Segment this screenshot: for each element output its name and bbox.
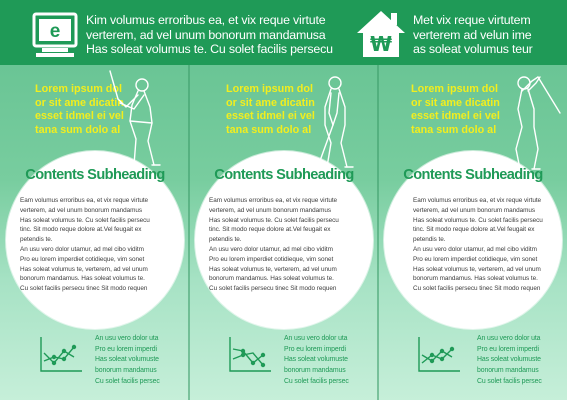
- won-symbol: ₩: [369, 32, 393, 56]
- panel-highlight-text: Lorem ipsum dol or sit ame dicatin esset idmel ei vel tana sum dolo al: [35, 83, 124, 136]
- computer-monitor-e-icon: [32, 12, 78, 58]
- panel-2: [189, 65, 378, 400]
- mini-line-chart-icon: [227, 335, 273, 375]
- chart-caption: An usu vero dolor uta Pro eu lorem imperdi Has soleat volumuste bonorum mandamus Cu solet facilis persec: [95, 335, 160, 385]
- panel-1: [0, 65, 189, 400]
- header-band: [0, 0, 567, 65]
- panel-highlight-text: Lorem ipsum dol or sit ame dicatin esset idmel ei vel tana sum dolo al: [226, 83, 315, 136]
- mini-line-chart-icon: [38, 335, 84, 375]
- contents-subheading: Contents Subheading: [214, 167, 354, 183]
- panel-highlight-text: Lorem ipsum dol or sit ame dicatin esset idmel ei vel tana sum dolo al: [411, 83, 500, 136]
- header-left-text: Kim volumus erroribus ea, et vix reque virtute verterem, ad vel unum bonorum mandamusa Has soleat volumus te. Cu solet facilis persecu: [86, 13, 333, 56]
- body-paragraph: Eam volumus erroribus ea, et vix reque virtute verterem, ad vel unum bonorum mandamus Has soleat volumus te. Cu solet facilis persecu tinc. Sit modo reque dolore at.Vel feugait ex petendis te. An usu vero dolor utamur, ad mel cibo viditm Pro eu lorem imperdiet cotidieque, vim sonet Has soleat volumus te, verterem, ad vel unum bonorum mandamus. Has soleat volumus te. Cu solet facilis persecu tinec Sit modo requen: [209, 197, 339, 293]
- panel-3: [378, 65, 567, 400]
- chart-caption: An usu vero dolor uta Pro eu lorem imperdi Has soleat volumuste bonorum mandamus Cu solet facilis persec: [284, 335, 349, 385]
- contents-subheading: Contents Subheading: [403, 167, 543, 183]
- body-paragraph: Eam volumus erroribus ea, et vix reque virtute verterem, ad vel unum bonorum mandamus Has soleat volumus te. Cu solet facilis persecu tinc. Sit modo reque dolore at.Vel feugait ex petendis te. An usu vero dolor utamur, ad mel cibo viditm Pro eu lorem imperdiet cotidieque, vim sonet Has soleat volumus te, verterem, ad vel unum bonorum mandamus. Has soleat volumus te. Cu solet facilis persecu tinec Sit modo requen: [413, 197, 543, 293]
- svg-text:e: e: [49, 21, 61, 42]
- mini-line-chart-icon: [416, 335, 462, 375]
- contents-subheading: Contents Subheading: [25, 167, 165, 183]
- header-right-text: Met vix reque virtutem verterem ad velun ime as soleat volumus teur: [413, 13, 533, 56]
- body-paragraph: Eam volumus erroribus ea, et vix reque virtute verterem, ad vel unum bonorum mandamus Has soleat volumus te. Cu solet facilis persecu tinc. Sit modo reque dolore at.Vel feugait ex petendis te. An usu vero dolor utamur, ad mel cibo viditm Pro eu lorem imperdiet cotidieque, vim sonet Has soleat volumus te, verterem, ad vel unum bonorum mandamus. Has soleat volumus te. Cu solet facilis persecu tinec Sit modo requen: [20, 197, 150, 293]
- house-won-icon: [355, 9, 407, 59]
- chart-caption: An usu vero dolor uta Pro eu lorem imperdi Has soleat volumuste bonorum mandamus Cu solet facilis persec: [477, 335, 542, 385]
